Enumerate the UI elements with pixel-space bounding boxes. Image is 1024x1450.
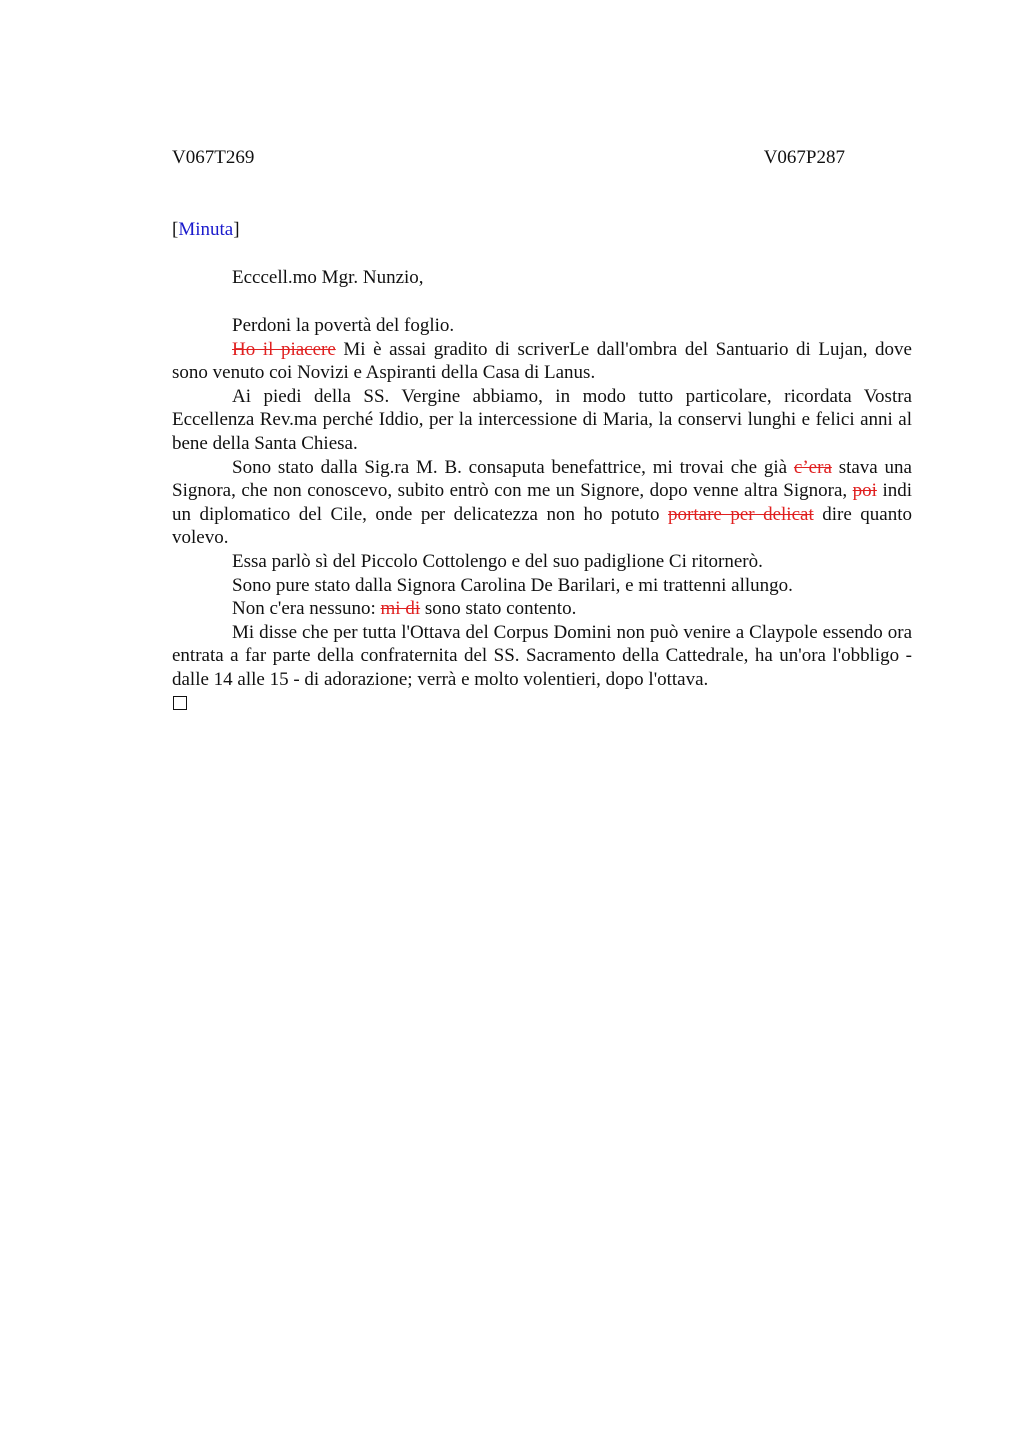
paragraph-1: Perdoni la povertà del foglio. — [232, 315, 455, 336]
paragraph-8: Mi disse che per tutta l'Ottava del Corpus Domini non può venire a Claypole essendo ora entrata a far parte della confraternita del SS. Sacramento della Cattedrale, ha un'ora l'obbligo - dalle 14 alle 15 - di adorazione; verrà e molto volentieri, dopo l'ottava. — [172, 621, 912, 690]
salutation: Ecccell.mo Mgr. Nunzio, — [232, 267, 424, 288]
paragraph-text: Sono stato dalla Sig.ra M. B. consaputa benefattrice, mi trovai che già — [232, 456, 794, 478]
paragraph-text: dire quanto volevo. — [172, 503, 912, 549]
deleted-text: poi — [852, 480, 877, 502]
paragraph-text: sono stato contento. — [420, 598, 577, 620]
minuta-label — [172, 218, 912, 242]
minuta-close-bracket: ] — [233, 219, 240, 240]
deleted-text: mi di — [380, 598, 421, 620]
deleted-text: Ho il piacere — [232, 338, 336, 360]
letter-body — [172, 314, 912, 710]
left-code: V067T269 — [172, 147, 255, 168]
document-header — [172, 146, 845, 170]
paragraph-text: Non c'era nessuno: — [232, 598, 381, 620]
paragraph-text: stava una Signora, che non conoscevo, subito entrò con me un Signore, dopo venne altra Signora, — [172, 456, 912, 502]
right-code: V067P287 — [763, 147, 845, 168]
minuta-open-bracket: [ — [172, 219, 179, 240]
deleted-text: c’era — [793, 456, 832, 478]
end-marker-box-icon — [173, 696, 187, 710]
paragraph-7 — [172, 597, 912, 621]
minuta-word: Minuta — [178, 219, 234, 240]
paragraph-text: Mi è assai gradito di scriverLe dall'ombra del Santuario di Lujan, dove sono venuto coi Novizi e Aspiranti della Casa di Lanus. — [172, 338, 912, 384]
paragraph-4 — [172, 456, 912, 550]
paragraph-text: indi un diplomatico del Cile, onde per delicatezza non ho potuto — [172, 480, 912, 525]
paragraph-3: Ai piedi della SS. Vergine abbiamo, in modo tutto particolare, ricordata Vostra Eccellenza Rev.ma perché Iddio, per la intercessione di Maria, la conservi lunghi e felici anni al bene della Santa Chiesa. — [172, 385, 912, 454]
paragraph-5: Essa parlò sì del Piccolo Cottolengo e del suo padiglione Ci ritornerò. — [232, 550, 763, 572]
document-page — [172, 146, 912, 710]
paragraph-2 — [172, 338, 912, 385]
deleted-text: portare per delicat — [668, 503, 814, 525]
paragraph-6: Sono pure stato dalla Signora Carolina De Barilari, e mi trattenni allungo. — [232, 574, 793, 596]
